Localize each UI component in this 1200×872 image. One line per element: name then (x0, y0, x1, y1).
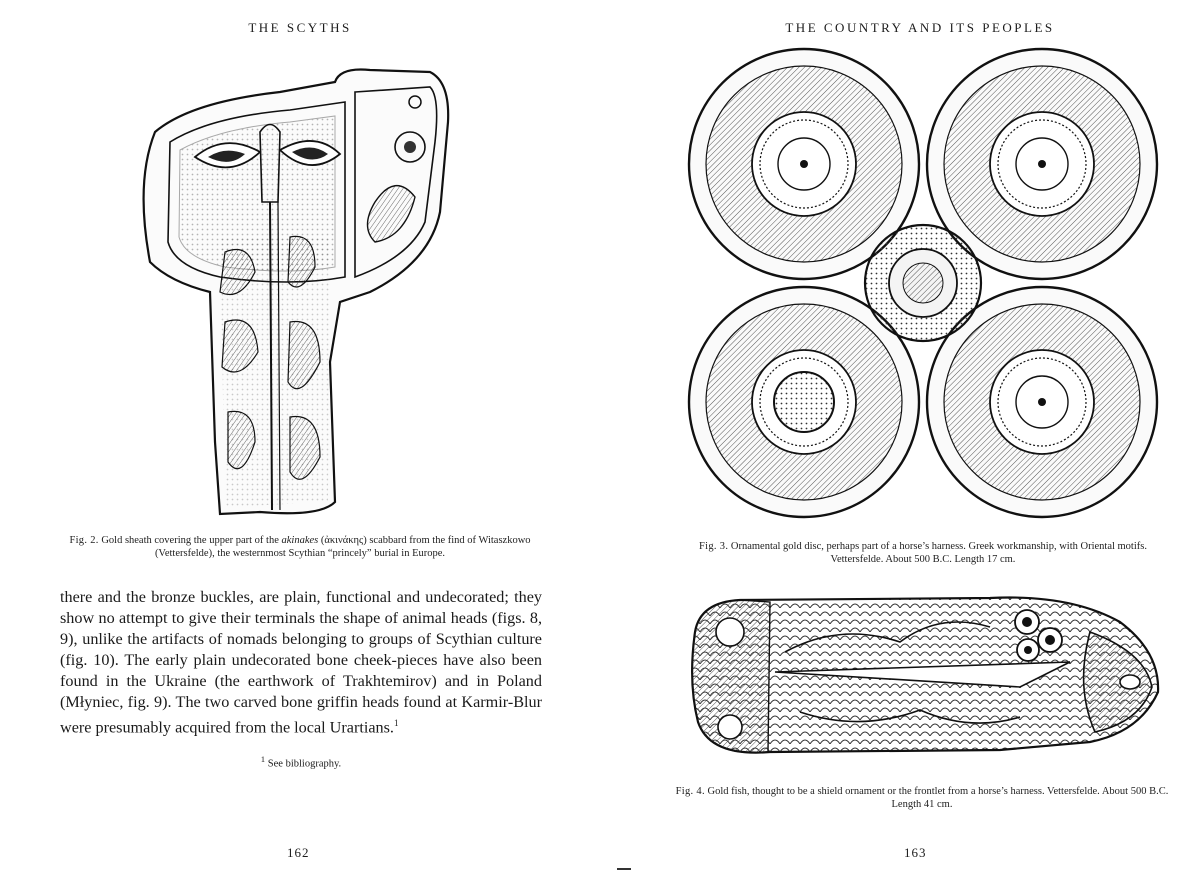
fig-4-caption-prefix: Fig. 4. (675, 786, 705, 797)
fig-2-caption-part2: scabbard from the find of Witaszkowo (Vettersfelde), the westernmost Scythian “princely” burial in Europe. (154, 535, 531, 559)
gutter-mark (617, 868, 631, 870)
fig-2-caption-prefix: Fig. 2. (69, 535, 99, 546)
running-head-left: THE SCYTHS (248, 20, 352, 35)
gold-sheath-engraving-icon (130, 62, 475, 522)
fig-2-caption (50, 534, 550, 560)
footnote-ref: 1 (393, 718, 399, 728)
fig-2-gold-sheath-illustration (130, 62, 475, 522)
footnote-text: See bibliography. (267, 758, 342, 770)
right-page (600, 0, 1200, 872)
running-head-right: THE COUNTRY AND ITS PEOPLES (785, 20, 1055, 35)
page-number-left: 162 (287, 845, 310, 860)
fig-3-caption-prefix: Fig. 3. (699, 541, 729, 552)
ornamental-gold-disc-engraving-icon (684, 46, 1164, 521)
body-text (60, 587, 542, 738)
fig-2-caption-greek: (ἀκινάκης) (320, 535, 367, 546)
gold-fish-engraving-icon (690, 592, 1170, 760)
fig-4-caption (672, 785, 1172, 811)
footnote (60, 754, 542, 770)
fig-4-gold-fish-illustration (690, 592, 1170, 760)
fig-3-caption-text: Ornamental gold disc, perhaps part of a horse’s harness. Greek workmanship, with Oriental motifs. Vettersfelde. About 500 B.C. Length 17 cm. (730, 541, 1147, 565)
fig-2-caption-term: akinakes (281, 535, 319, 546)
fig-3-caption (678, 540, 1168, 566)
footnote-marker: 1 (260, 754, 266, 764)
page-number-right: 163 (904, 845, 927, 860)
fig-4-caption-text: Gold fish, thought to be a shield ornament or the frontlet from a horse’s harness. Vettersfelde. About 500 B.C. Length 41 cm. (707, 786, 1169, 810)
body-paragraph: there and the bronze buckles, are plain, functional and undecorated; they show no attempt to give their terminals the shape of animal heads (figs. 8, 9), unlike the artifacts of nomads belonging to groups of Scythian culture (fig. 10). The early plain undecorated bone cheek-pieces have also been found in the Ukraine (the earthwork of Trakhtemirov) and in Poland (Młyniec, fig. 9). The two carved bone griffin heads found at Karmir-Blur were presumably acquired from the local Urartians. (60, 588, 542, 737)
fig-2-caption-part1: Gold sheath covering the upper part of the (101, 535, 279, 546)
fig-3-gold-disc-illustration (684, 46, 1164, 521)
